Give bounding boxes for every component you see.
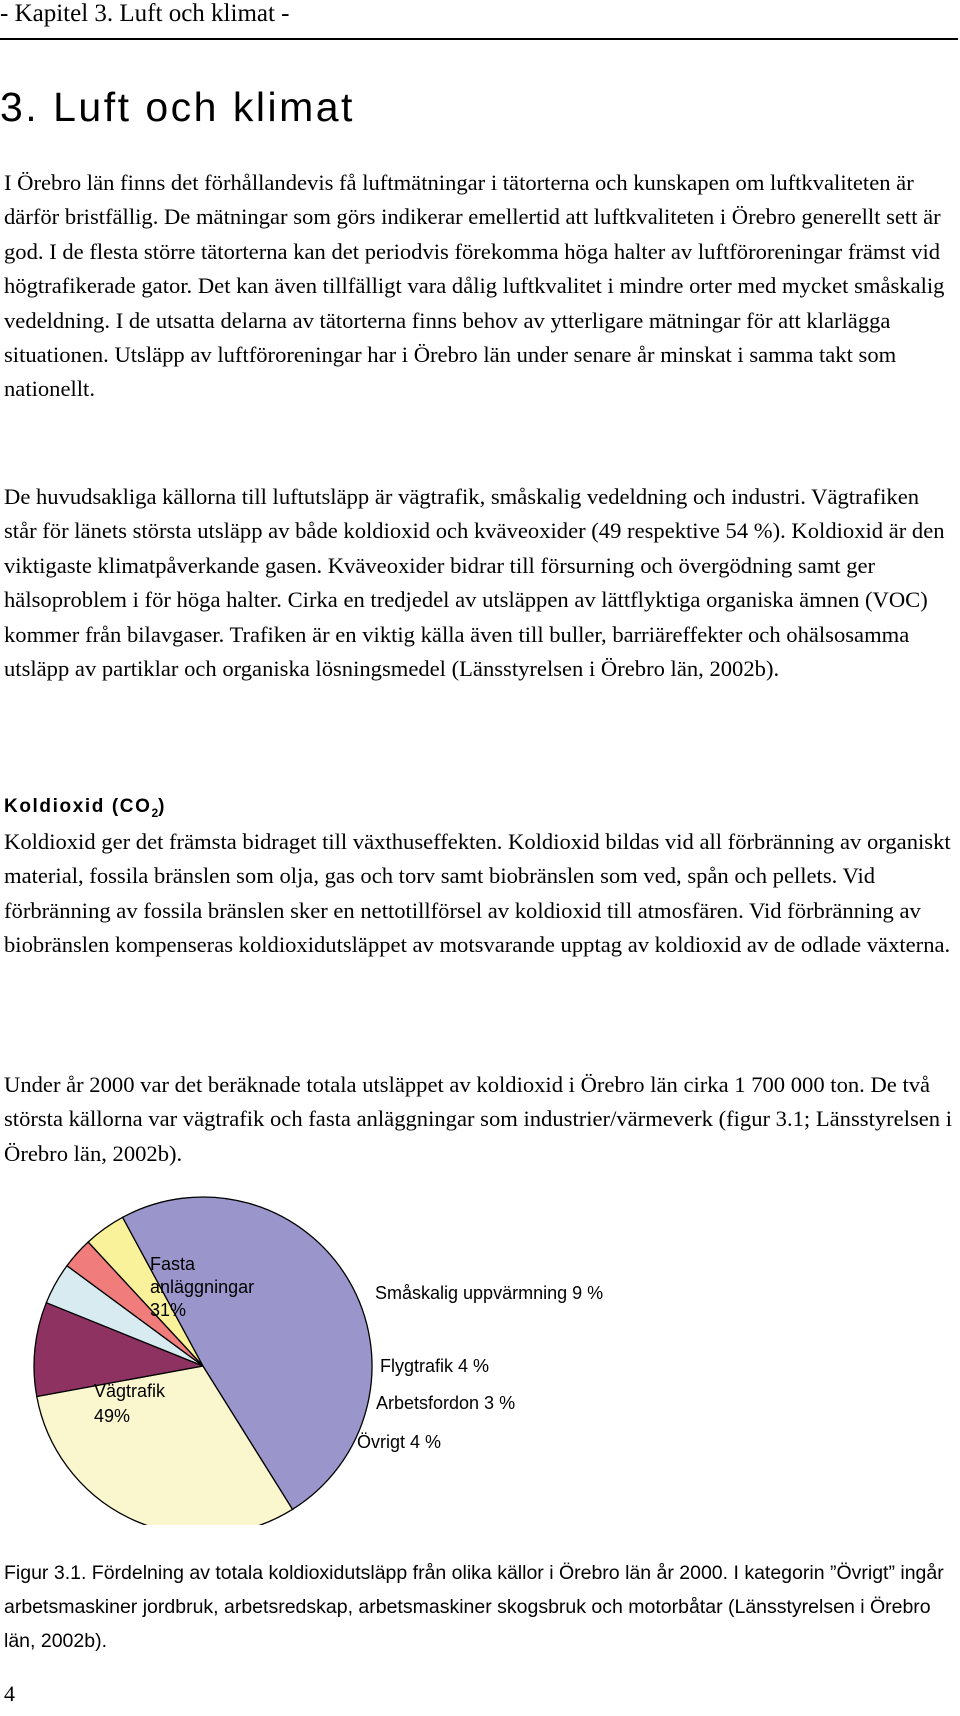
emissions-paragraph: Under år 2000 var det beräknade totala utsläppet av koldioxid i Örebro län cirka 1 700 000 ton. De två största källorna var vägtrafik och fasta anläggningar som industrier/värmeverk (figur 3.1; Länsstyrelsen i Örebro län, 2002b). (4, 1072, 953, 1166)
intro-paragraph: I Örebro län finns det förhållandevis få luftmätningar i tätorterna och kunskapen om luftkvaliteten är därför bristfällig. De mätningar som görs indikerar emellertid att luftkvaliteten i Örebro generellt sett är god. I de flesta större tätorterna kan det periodvis förekomma höga halter av luftföroreningar främst vid högtrafikerade gator. Det kan även tillfälligt vara dålig luftkvalitet i mindre orter med mycket småskalig vedeldning. I de utsatta delarna av tätorterna finns behov av ytterligare mätningar för att klarlägga situationen. Utsläpp av luftföroreningar har i Örebro län under senare år minskat i samma takt som nationellt. (4, 170, 945, 402)
sources-paragraph: De huvudsakliga källorna till luftutsläpp är vägtrafik, småskalig vedeldning och industri. Vägtrafiken står för länets största utsläpp av både koldioxid och kväveoxider (49 respektive 54 %). Koldioxid är den viktigaste klimatpåverkande gasen. Kväveoxider bidrar till försurning och övergödning samt ger hälsoproblem i för höga halter. Cirka en tredjedel av utsläppen av lättflyktiga organiska ämnen (VOC) kommer från bilavgaser. Trafiken är en viktig källa även till buller, barriäreffekter och ohälsosamma utsläpp av partiklar och organiska lösningsmedel (Länsstyrelsen i Örebro län, 2002b). (4, 484, 945, 682)
section-heading-close: ) (158, 796, 167, 817)
chapter-title: 3. Luft och klimat (0, 84, 355, 130)
pie-slices (34, 1197, 372, 1525)
running-header (0, 0, 958, 40)
figure-caption: Figur 3.1. Fördelning av totala koldioxidutsläpp från olika källor i Örebro län år 2000. I kategorin ”Övrigt” ingår arbetsmaskiner jordbruk, arbetsredskap, arbetsmaskiner skogsbruk och motorbåtar (Länsstyrelsen i Örebro län, 2002b). (4, 1562, 944, 1652)
pie-chart (0, 1195, 960, 1525)
section-heading-koldioxid (4, 795, 166, 825)
pie-label-smaskalig-uppvarmning: Småskalig uppvärmning 9 % (375, 1283, 604, 1303)
pie-label-ovrigt: Övrigt 4 % (357, 1432, 442, 1452)
section-heading-subscript: 2 (151, 805, 159, 820)
pie-label-fasta-anlaggningar: Fasta anläggningar 31% (150, 1254, 255, 1320)
page-number: 4 (4, 1681, 15, 1706)
section-heading-text: Koldioxid (CO (4, 796, 152, 817)
running-header-title: - Kapitel 3. Luft och klimat - (0, 0, 290, 27)
pie-label-flygtrafik: Flygtrafik 4 % (380, 1356, 490, 1376)
pie-label-arbetsfordon: Arbetsfordon 3 % (376, 1393, 516, 1413)
pie-label-vagtrafik: Vägtrafik 49% (94, 1381, 166, 1426)
koldioxid-paragraph: Koldioxid ger det främsta bidraget till växthuseffekten. Koldioxid bildas vid all förbränning av organiskt material, fossila bränslen som olja, gas och torv samt biobränslen som ved, spån och pellets. Vid förbränning av fossila bränslen sker en nettotillförsel av koldioxid till atmosfären. Vid förbränning av biobränslen kompenseras koldioxidutsläppet av motsvarande upptag av koldioxid av de odlade växterna. (4, 829, 951, 958)
